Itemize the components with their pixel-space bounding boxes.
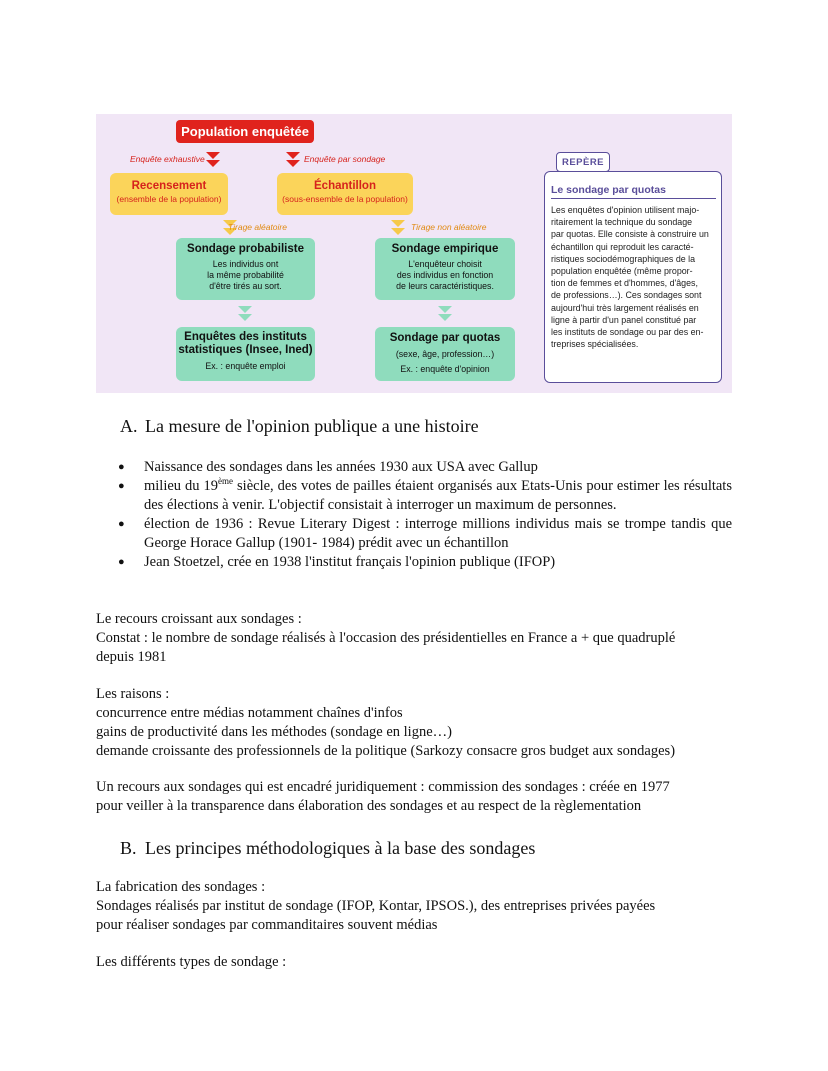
encadre-paragraph [96, 778, 736, 816]
sampling-diagram [96, 114, 732, 393]
repere-divider [551, 198, 716, 199]
types-paragraph [96, 953, 736, 972]
quotas-example: Ex. : enquête d'opinion [400, 364, 490, 374]
bullet-text: élection de 1936 : Revue Literary Digest : interroge millions individus mais se trompe tandis que George Horace Gallup (1901- 1984) prédit avec un échantillon [144, 516, 732, 551]
repere-line: tion de femmes et d'hommes, d'âges, [551, 278, 698, 289]
fabrication-line: pour réaliser sondages par commanditaires souvent médias [96, 917, 438, 933]
repere-line: population enquêtée (même propor- [551, 266, 693, 277]
arrow-down-icon [206, 152, 220, 159]
instituts-title: Enquêtes des instituts [184, 331, 307, 343]
empirique-title: Sondage empirique [391, 243, 499, 255]
fabrication-paragraph [96, 878, 736, 935]
list-item [96, 515, 732, 553]
empirique-line: des individus en fonction [396, 270, 494, 280]
bullet-superscript: ème [218, 476, 234, 487]
population-box [176, 120, 314, 143]
instituts-box [176, 327, 315, 381]
bullet-text: Jean Stoetzel, crée en 1938 l'institut français l'opinion publique (IFOP) [144, 554, 556, 570]
repere-line: ligne à partir d'un panel constitué par [551, 314, 697, 325]
repere-line: les instituts de sondage ou par des en- [551, 327, 704, 338]
bullet-icon: ● [118, 556, 125, 568]
recensement-title: Recensement [131, 180, 207, 192]
arrow-down-icon [391, 220, 405, 227]
echantillon-title: Échantillon [314, 180, 376, 192]
label-exhaustive: Enquête exhaustive [130, 154, 205, 164]
section-a-title: La mesure de l'opinion publique a une histoire [145, 416, 479, 436]
raisons-line: demande croissante des professionnels de la politique (Sarkozy consacre gros budget aux sondages) [96, 743, 676, 759]
repere-line: de professions…). Ces sondages sont [551, 290, 702, 301]
empirique-line: de leurs caractéristiques. [396, 281, 494, 291]
list-item [96, 477, 732, 515]
empirique-line: L'enquêteur choisit [408, 259, 482, 269]
echantillon-subtitle: (sous-ensemble de la population) [282, 194, 408, 204]
population-box-label: Population enquêtée [181, 124, 309, 139]
bullet-icon: ● [118, 480, 125, 492]
empirique-box [375, 238, 515, 300]
recours-heading: Le recours croissant aux sondages : [96, 611, 302, 627]
quotas-title: Sondage par quotas [389, 332, 501, 344]
instituts-title: statistiques (Insee, Ined) [178, 344, 313, 356]
repere-text [551, 204, 716, 350]
probabiliste-line: la même probabilité [207, 270, 284, 280]
section-b-letter: B. [120, 838, 137, 858]
probabiliste-line: d'être tirés au sort. [209, 281, 282, 291]
arrow-down-icon [238, 314, 252, 321]
list-item [96, 553, 732, 572]
fabrication-heading: La fabrication des sondages : [96, 879, 266, 895]
echantillon-box [277, 173, 413, 215]
repere-line: aujourd'hui très largement réalisés en [551, 302, 699, 313]
recours-line: Constat : le nombre de sondage réalisés à l'occasion des présidentielles en France a + que quadruplé [96, 630, 676, 646]
section-b-heading [120, 838, 535, 859]
probabiliste-title: Sondage probabiliste [187, 243, 304, 255]
section-b-title: Les principes méthodologiques à la base des sondages [145, 838, 536, 858]
repere-line: par quotas. Elle consiste à construire un [551, 229, 709, 240]
section-a-heading [120, 416, 479, 437]
bullet-text: milieu du 19 [144, 478, 219, 494]
encadre-line: pour veiller à la transparence dans élaboration des sondages et au respect de la règlementation [96, 798, 642, 814]
repere-line: ristiques sociodémographiques de la [551, 253, 696, 264]
raisons-line: gains de productivité dans les méthodes (sondage en ligne…) [96, 724, 452, 740]
arrow-down-icon [238, 306, 252, 313]
types-heading: Les différents types de sondage : [96, 954, 287, 970]
quotas-box [375, 327, 515, 381]
arrow-down-icon [286, 160, 300, 167]
raisons-paragraph [96, 685, 736, 761]
history-bullet-list [96, 458, 732, 572]
bullet-text: Naissance des sondages dans les années 1930 aux USA avec Gallup [144, 459, 538, 475]
bullet-text: siècle, des votes de pailles étaient organisés aux Etats-Unis pour estimer les résultats des élections à venir. L'objectif consistait à interroger un maximum de personnes. [144, 478, 732, 513]
recensement-box [110, 173, 228, 215]
list-item [96, 458, 732, 477]
probabiliste-box [176, 238, 315, 300]
recours-paragraph [96, 610, 736, 667]
arrow-down-icon [438, 314, 452, 321]
repere-line: treprises spécialisées. [551, 339, 639, 350]
label-non-aleatoire: Tirage non aléatoire [411, 222, 487, 232]
repere-line: ritairement la technique du sondage [551, 217, 693, 228]
repere-title: Le sondage par quotas [551, 184, 666, 196]
probabiliste-line: Les individus ont [212, 259, 279, 269]
section-a-letter: A. [120, 416, 138, 436]
repere-line: échantillon qui reproduit les caracté- [551, 241, 694, 252]
recours-line: depuis 1981 [96, 649, 167, 665]
fabrication-line: Sondages réalisés par institut de sondage (IFOP, Kontar, IPSOS.), des entreprises privées payées [96, 898, 656, 914]
repere-tag: REPÈRE [556, 152, 610, 172]
label-aleatoire: Tirage aléatoire [228, 222, 287, 232]
bullet-icon: ● [118, 461, 125, 473]
recensement-subtitle: (ensemble de la population) [116, 194, 222, 204]
arrow-down-icon [206, 160, 220, 167]
arrow-down-icon [438, 306, 452, 313]
arrow-down-icon [391, 228, 405, 235]
instituts-example: Ex. : enquête emploi [205, 361, 286, 371]
quotas-detail: (sexe, âge, profession…) [395, 349, 495, 359]
arrow-down-icon [286, 152, 300, 159]
encadre-line: Un recours aux sondages qui est encadré juridiquement : commission des sondages : créée en 1977 [96, 779, 670, 795]
label-sondage: Enquête par sondage [304, 154, 386, 164]
raisons-line: concurrence entre médias notamment chaînes d'infos [96, 705, 403, 721]
repere-line: Les enquêtes d'opinion utilisent majo- [551, 205, 700, 215]
raisons-heading: Les raisons : [96, 686, 170, 702]
bullet-icon: ● [118, 518, 125, 530]
